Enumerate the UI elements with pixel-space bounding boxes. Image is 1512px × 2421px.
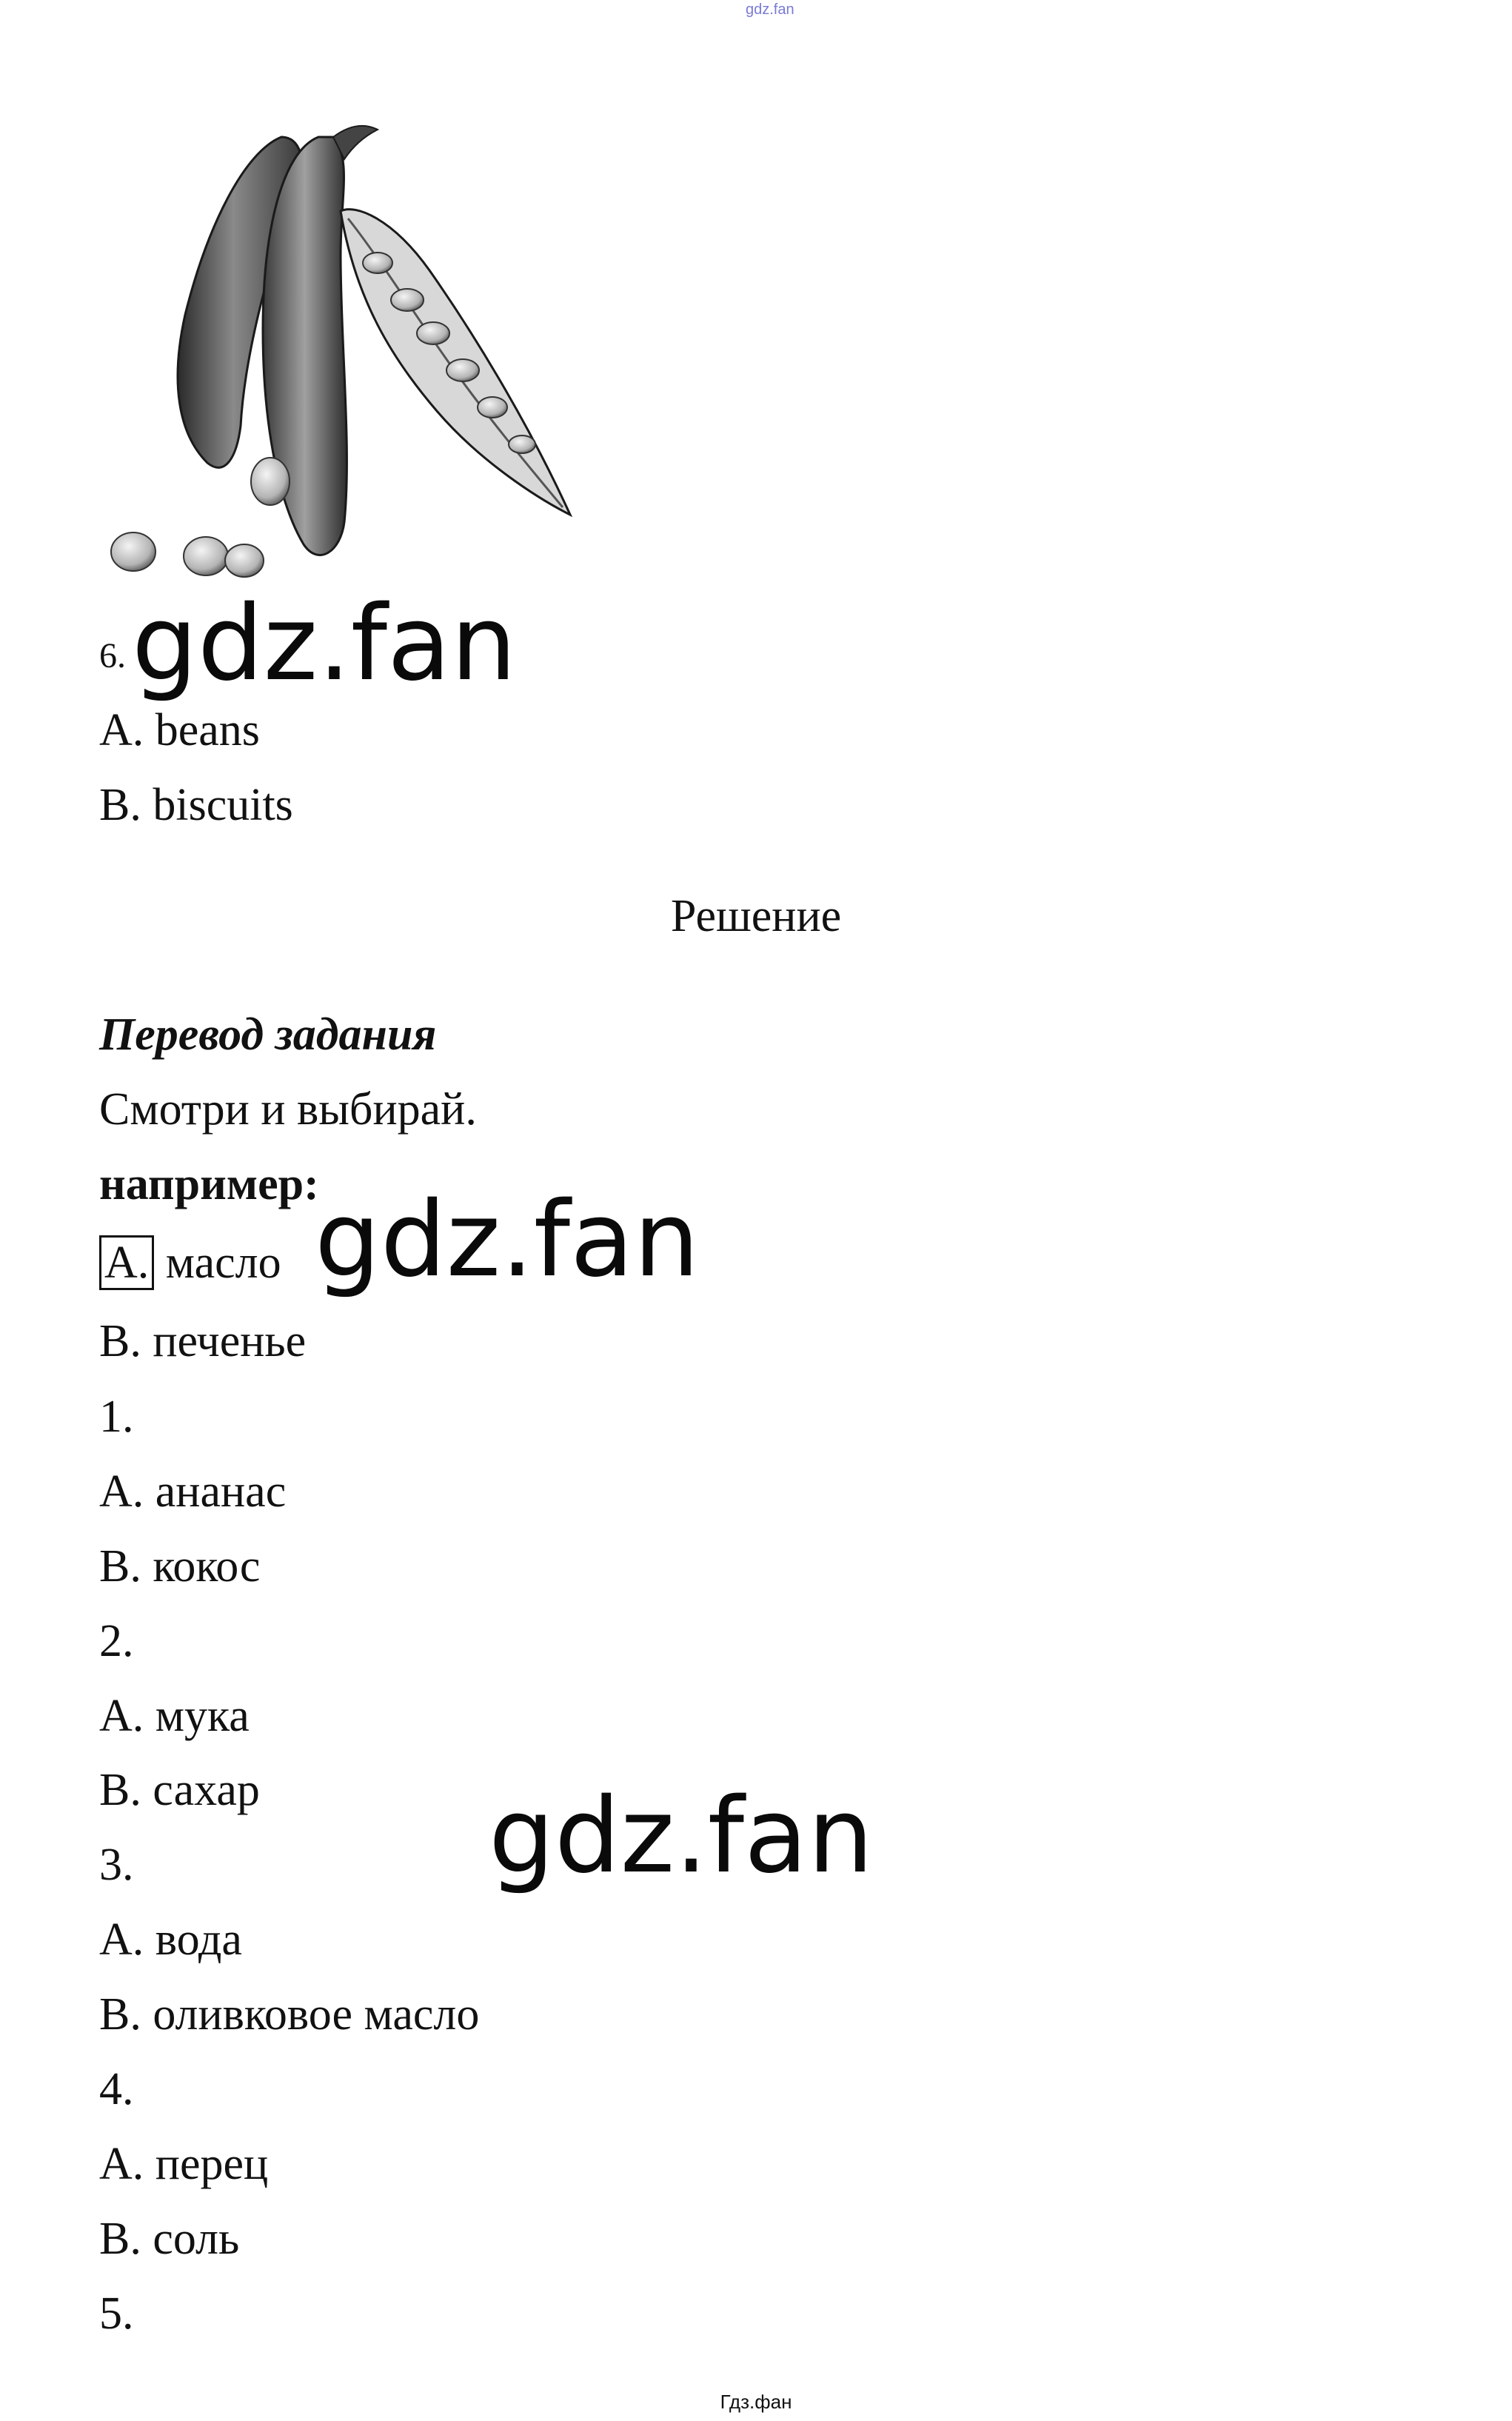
bean-pods-illustration (96, 107, 592, 611)
item-4-option-a: A. перец (99, 2139, 269, 2189)
example-option-a-text: масло (165, 1238, 281, 1288)
item-5-number: 5. (99, 2288, 134, 2339)
item-4-number: 4. (99, 2064, 134, 2114)
footer-watermark: Гдз.фан (720, 2391, 792, 2413)
translation-heading: Перевод задания (99, 1009, 437, 1060)
watermark-3: gdz.fan (489, 1776, 874, 1897)
translation-instruction: Смотри и выбирай. (99, 1084, 477, 1135)
item-2-number: 2. (99, 1616, 134, 1666)
item-2-option-a: A. мука (99, 1691, 250, 1741)
item-3-number: 3. (99, 1840, 134, 1890)
example-option-b: B. печенье (99, 1316, 307, 1366)
item-3-option-b: B. оливковое масло (99, 1989, 480, 2040)
item-1-option-b: B. кокос (99, 1541, 261, 1592)
item-1-number: 1. (99, 1392, 134, 1442)
solution-heading: Решение (670, 891, 842, 941)
example-option-a (99, 1240, 281, 1286)
example-option-a-letter: A. (99, 1235, 154, 1290)
watermark-2: gdz.fan (315, 1180, 700, 1300)
question-option-a: A. beans (99, 705, 260, 755)
example-label: например: (99, 1159, 319, 1209)
item-2-option-b: B. сахар (99, 1765, 260, 1815)
top-watermark: gdz.fan (746, 1, 795, 18)
item-1-option-a: A. ананас (99, 1466, 287, 1517)
question-option-b: B. biscuits (99, 780, 293, 830)
item-4-option-b: B. соль (99, 2214, 240, 2264)
item-3-option-a: A. вода (99, 1914, 242, 1965)
question-number: 6. (99, 636, 126, 675)
watermark-1: gdz.fan (132, 584, 517, 704)
